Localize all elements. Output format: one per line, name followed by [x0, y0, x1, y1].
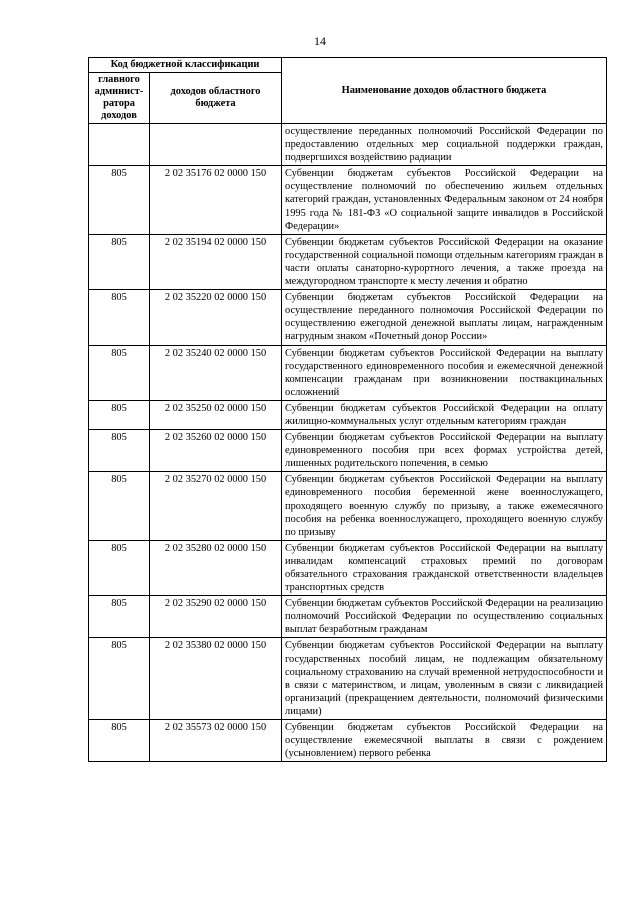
header-revenue-name: Наименование доходов областного бюджета	[282, 58, 607, 124]
table-row	[89, 345, 607, 400]
page-number: 14	[314, 34, 326, 48]
classification-code-cell: 2 02 35250 02 0000 150	[150, 400, 282, 429]
admin-code-cell: 805	[89, 400, 150, 429]
revenue-name-cell: Субвенции бюджетам субъектов Российской Федерации на выплату государственных пособий лицам, не подлежащим обязательному социальному страхованию на случай временной нетрудоспособности и в связи с материнством, и лицам, уволенным в связи с ликвидацией организаций (прекращением деятельности, полномочий физическими лицами)	[282, 638, 607, 720]
admin-code-cell: 805	[89, 472, 150, 540]
revenue-name-cell: Субвенции бюджетам субъектов Российской Федерации на выплату единовременного пособия при всех формах устройства детей, лишенных родительского попечения, в семью	[282, 430, 607, 472]
classification-code-cell: 2 02 35220 02 0000 150	[150, 290, 282, 345]
classification-code-cell: 2 02 35240 02 0000 150	[150, 345, 282, 400]
table-row	[89, 540, 607, 595]
classification-code-cell: 2 02 35380 02 0000 150	[150, 638, 282, 720]
classification-code-cell: 2 02 35573 02 0000 150	[150, 720, 282, 762]
revenue-name-cell: Субвенции бюджетам субъектов Российской Федерации на осуществление ежемесячной выплаты в связи с рождением (усыновлением) первого ребенка	[282, 720, 607, 762]
classification-code-cell: 2 02 35290 02 0000 150	[150, 596, 282, 638]
header-chief-administrator: главного админист-ратора доходов	[89, 73, 150, 124]
table-row	[89, 124, 607, 166]
classification-code-cell: 2 02 35176 02 0000 150	[150, 166, 282, 234]
budget-classification-table	[88, 57, 607, 762]
table-row	[89, 638, 607, 720]
revenue-name-cell: Субвенции бюджетам субъектов Российской Федерации на оказание государственной социальной помощи отдельным категориям граждан в части оплаты санаторно-курортного лечения, а также проезда на междугородном транспорте к месту лечения и обратно	[282, 234, 607, 289]
revenue-name-cell: Субвенции бюджетам субъектов Российской Федерации на выплату инвалидам компенсаций страховых премий по договорам обязательного страхования гражданской ответственности владельцев транспортных средств	[282, 540, 607, 595]
admin-code-cell: 805	[89, 234, 150, 289]
classification-code-cell: 2 02 35280 02 0000 150	[150, 540, 282, 595]
table-row	[89, 430, 607, 472]
revenue-name-cell: Субвенции бюджетам субъектов Российской Федерации на осуществление полномочий по обеспечению жильем отдельных категорий граждан, установленных Федеральным законом от 24 ноября 1995 года № 181-ФЗ «О социальной защите инвалидов в Российской Федерации»	[282, 166, 607, 234]
revenue-name-cell: Субвенции бюджетам субъектов Российской Федерации на реализацию полномочий Российской Федерации по осуществлению социальных выплат безработным гражданам	[282, 596, 607, 638]
classification-code-cell	[150, 124, 282, 166]
admin-code-cell: 805	[89, 638, 150, 720]
admin-code-cell: 805	[89, 596, 150, 638]
header-regional-budget-revenue: доходов областного бюджета	[150, 73, 282, 124]
revenue-name-cell: Субвенции бюджетам субъектов Российской Федерации на оплату жилищно-коммунальных услуг отдельным категориям граждан	[282, 400, 607, 429]
classification-code-cell: 2 02 35194 02 0000 150	[150, 234, 282, 289]
admin-code-cell: 805	[89, 540, 150, 595]
table-row	[89, 166, 607, 234]
admin-code-cell: 805	[89, 720, 150, 762]
revenue-name-cell: Субвенции бюджетам субъектов Российской Федерации на выплату единовременного пособия беременной жене военнослужащего, проходящего военную службу по призыву, а также ежемесячного пособия на ребенка военнослужащего, проходящего военную службу по призыву	[282, 472, 607, 540]
table-row	[89, 234, 607, 289]
table-row	[89, 400, 607, 429]
revenue-name-cell: осуществление переданных полномочий Российской Федерации по предоставлению отдельных мер социальной поддержки граждан, подвергшихся воздействию радиации	[282, 124, 607, 166]
table-row	[89, 472, 607, 540]
admin-code-cell: 805	[89, 166, 150, 234]
admin-code-cell: 805	[89, 345, 150, 400]
admin-code-cell	[89, 124, 150, 166]
table-row	[89, 720, 607, 762]
table-row	[89, 596, 607, 638]
classification-code-cell: 2 02 35270 02 0000 150	[150, 472, 282, 540]
admin-code-cell: 805	[89, 430, 150, 472]
revenue-name-cell: Субвенции бюджетам субъектов Российской Федерации на осуществление переданного полномочия Российской Федерации по осуществлению ежегодной денежной выплаты лицам, награжденным нагрудным знаком «Почетный донор России»	[282, 290, 607, 345]
admin-code-cell: 805	[89, 290, 150, 345]
revenue-name-cell: Субвенции бюджетам субъектов Российской Федерации на выплату государственного единовременного пособия и ежемесячной денежной компенсации гражданам при возникновении поствакцинальных осложнений	[282, 345, 607, 400]
table-row	[89, 290, 607, 345]
classification-code-cell: 2 02 35260 02 0000 150	[150, 430, 282, 472]
header-classification-code: Код бюджетной классификации	[89, 58, 282, 73]
